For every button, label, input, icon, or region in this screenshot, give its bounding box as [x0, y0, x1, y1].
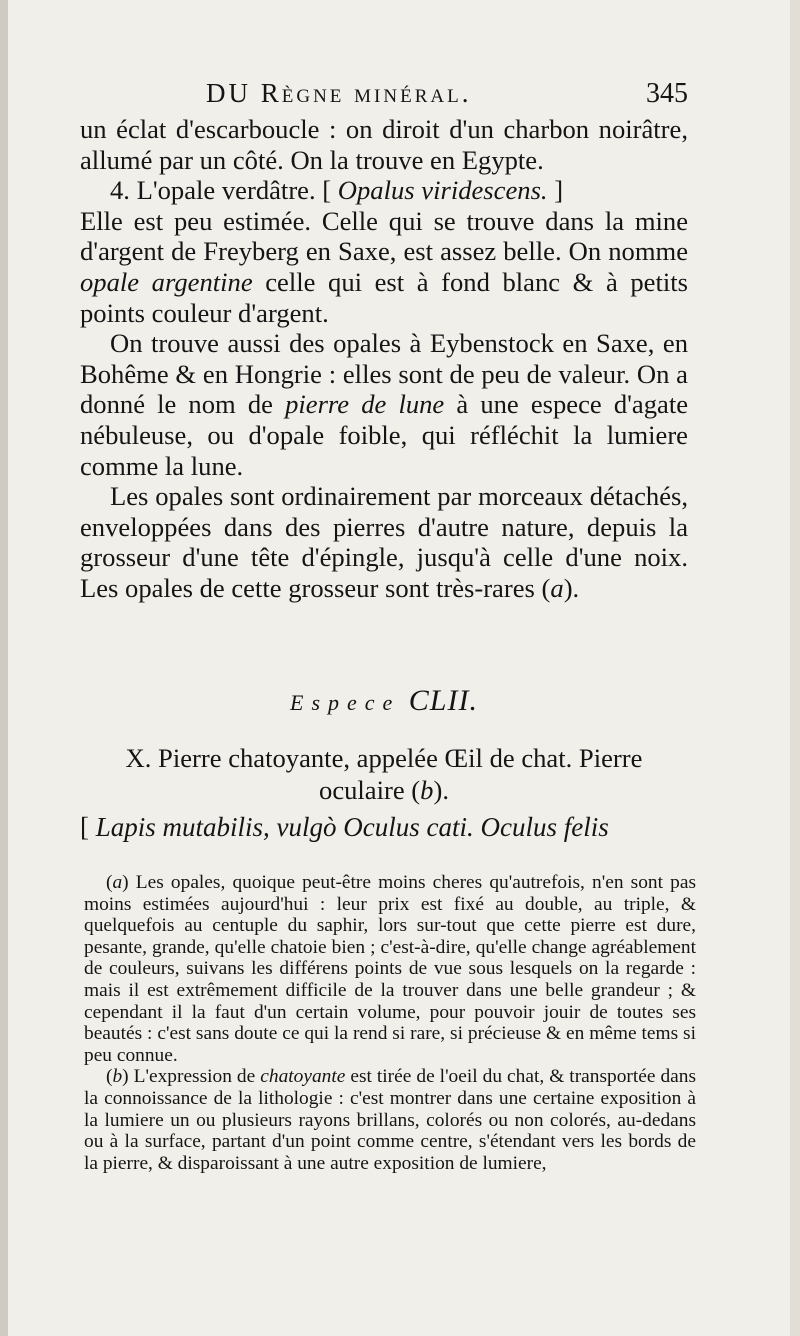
text-run: est tirée de l'oeil du chat, & transportée dans la connoissance de la lithologie : c'est montrer dans une certaine exposition à la lumiere un ou plusieurs rayons brillans, colorés ou non colorés, au-dedans ou à la surface, partant d'un point comme centre, s'étendant vers les bords de la pierre, & disparoissant à une autre exposition de lumiere, [84, 1066, 696, 1174]
text-run: L'expression de [133, 1066, 256, 1088]
page-gutter-shadow [0, 0, 8, 1336]
footnote-a: (a) Les opales, quoique peut-être moins cheres qu'autrefois, n'en sont pas moins estimées aujourd'hui : leur prix est fixé au double, au triple, & quelquefois au centuple du saphir, lors sur-tout que cette pierre est dure, pesante, grande, qu'elle chatoie bien ; c'est-à-dire, qu'elle change agréablement de couleurs, suivans les différens points de vue sous lesquels on la regarde : mais il est extrêmement difficile de la trouver dans une belle grandeur ; & cependant il la faut d'un certain volume, pour pouvoir jouir de toutes ses beautés : c'est sans doute ce qui la rend si rare, si précieuse & en même tems si peu connue. [84, 872, 696, 1066]
paragraph-morceaux [80, 481, 688, 603]
stone-title-line1: X. Pierre chatoyante, appelée Œil de chat. Pierre [125, 743, 643, 773]
text-run: ). [433, 775, 449, 805]
text-run: Les opales sont ordinairement par morceaux détachés, enveloppées dans des pierres d'autre nature, depuis la grosseur d'une tête d'épingle, jusqu'à celle d'une noix. Les opales de cette grosseur sont très-rares ( [80, 481, 688, 603]
italic-term: chatoyante [260, 1066, 346, 1088]
text-run: ). [563, 572, 580, 603]
text-run: oculaire ( [319, 775, 421, 805]
italic-term: pierre de lune [285, 389, 445, 420]
footnote-marker-b: b [112, 1066, 123, 1088]
bracket-close: ] [554, 175, 564, 206]
page-number: 345 [646, 78, 688, 109]
latin-name: Opalus viridescens. [337, 175, 548, 206]
text-run: celle qui est à fond blanc & à petits points couleur d'argent. [80, 266, 688, 328]
species-number: CLII. [408, 684, 478, 717]
paragraph-eybenstock [80, 328, 688, 481]
text-run: On trouve aussi des opales à Eybenstock en Saxe, en Bohême & en Hongrie : elles sont de peu de valeur. On a donné le nom de [80, 328, 688, 420]
bracket-open: [ [80, 812, 89, 842]
latin-synonyms [80, 812, 688, 843]
main-text [80, 114, 688, 604]
footnote-marker-a: a [112, 872, 123, 893]
paragraph-freyberg [80, 206, 688, 328]
stone-title [80, 742, 688, 806]
item-heading: 4. L'opale verdâtre. [ [110, 175, 332, 206]
footnote-text: Les opales, quoique peut-être moins cheres qu'autrefois, n'en sont pas moins estimées aujourd'hui : leur prix est fixé au double, au triple, & quelquefois au centuple du saphir, lors sur-tout que cette pierre est dure, pesante, grande, qu'elle chatoie bien ; c'est-à-dire, qu'elle change agréablement de couleurs, suivans les différens points de vue sous lesquels on la regarde : mais il est extrêmement difficile de la trouver dans une belle grandeur ; & cependant il la faut d'un certain volume, pour pouvoir jouir de toutes ses beautés : c'est sans doute ce qui la rend si rare, si précieuse & en même tems si peu connue. [84, 872, 696, 1066]
text-run: Elle est peu estimée. Celle qui se trouve dans la mine d'argent de Freyberg en Saxe, est assez belle. On nomme [80, 205, 688, 267]
footnotes [84, 872, 696, 1174]
note-ref-b: b [420, 775, 434, 805]
species-label: Espece [290, 690, 401, 715]
page-edge [790, 0, 800, 1336]
note-ref-a: a [550, 572, 564, 603]
species-heading [80, 684, 688, 718]
footnote-b: (b) L'expression de chatoyante est tirée de l'oeil du chat, & transportée dans la connoissance de la lithologie : c'est montrer dans une certaine exposition à la lumiere un ou plusieurs rayons brillans, colorés ou non colorés, au-dedans ou à la surface, partant d'un point comme centre, s'étendant vers les bords de la pierre, & disparoissant à une autre exposition de lumiere, [84, 1066, 696, 1174]
page-header [78, 78, 688, 118]
paragraph-opale-verdatre [80, 175, 688, 206]
text-run: à une espece d'agate nébuleuse, ou d'opale foible, qui réfléchit la lumiere comme la lune. [80, 389, 689, 481]
paragraph-continued: un éclat d'escarboucle : on diroit d'un charbon noirâtre, allumé par un côté. On la trouve en Egypte. [80, 114, 688, 175]
stone-title-line2 [80, 774, 688, 806]
running-title: DU Règne minéral. [206, 78, 472, 108]
italic-term: opale argentine [80, 266, 253, 297]
latin-text: Lapis mutabilis, vulgò Oculus cati. Oculus felis [95, 812, 609, 842]
